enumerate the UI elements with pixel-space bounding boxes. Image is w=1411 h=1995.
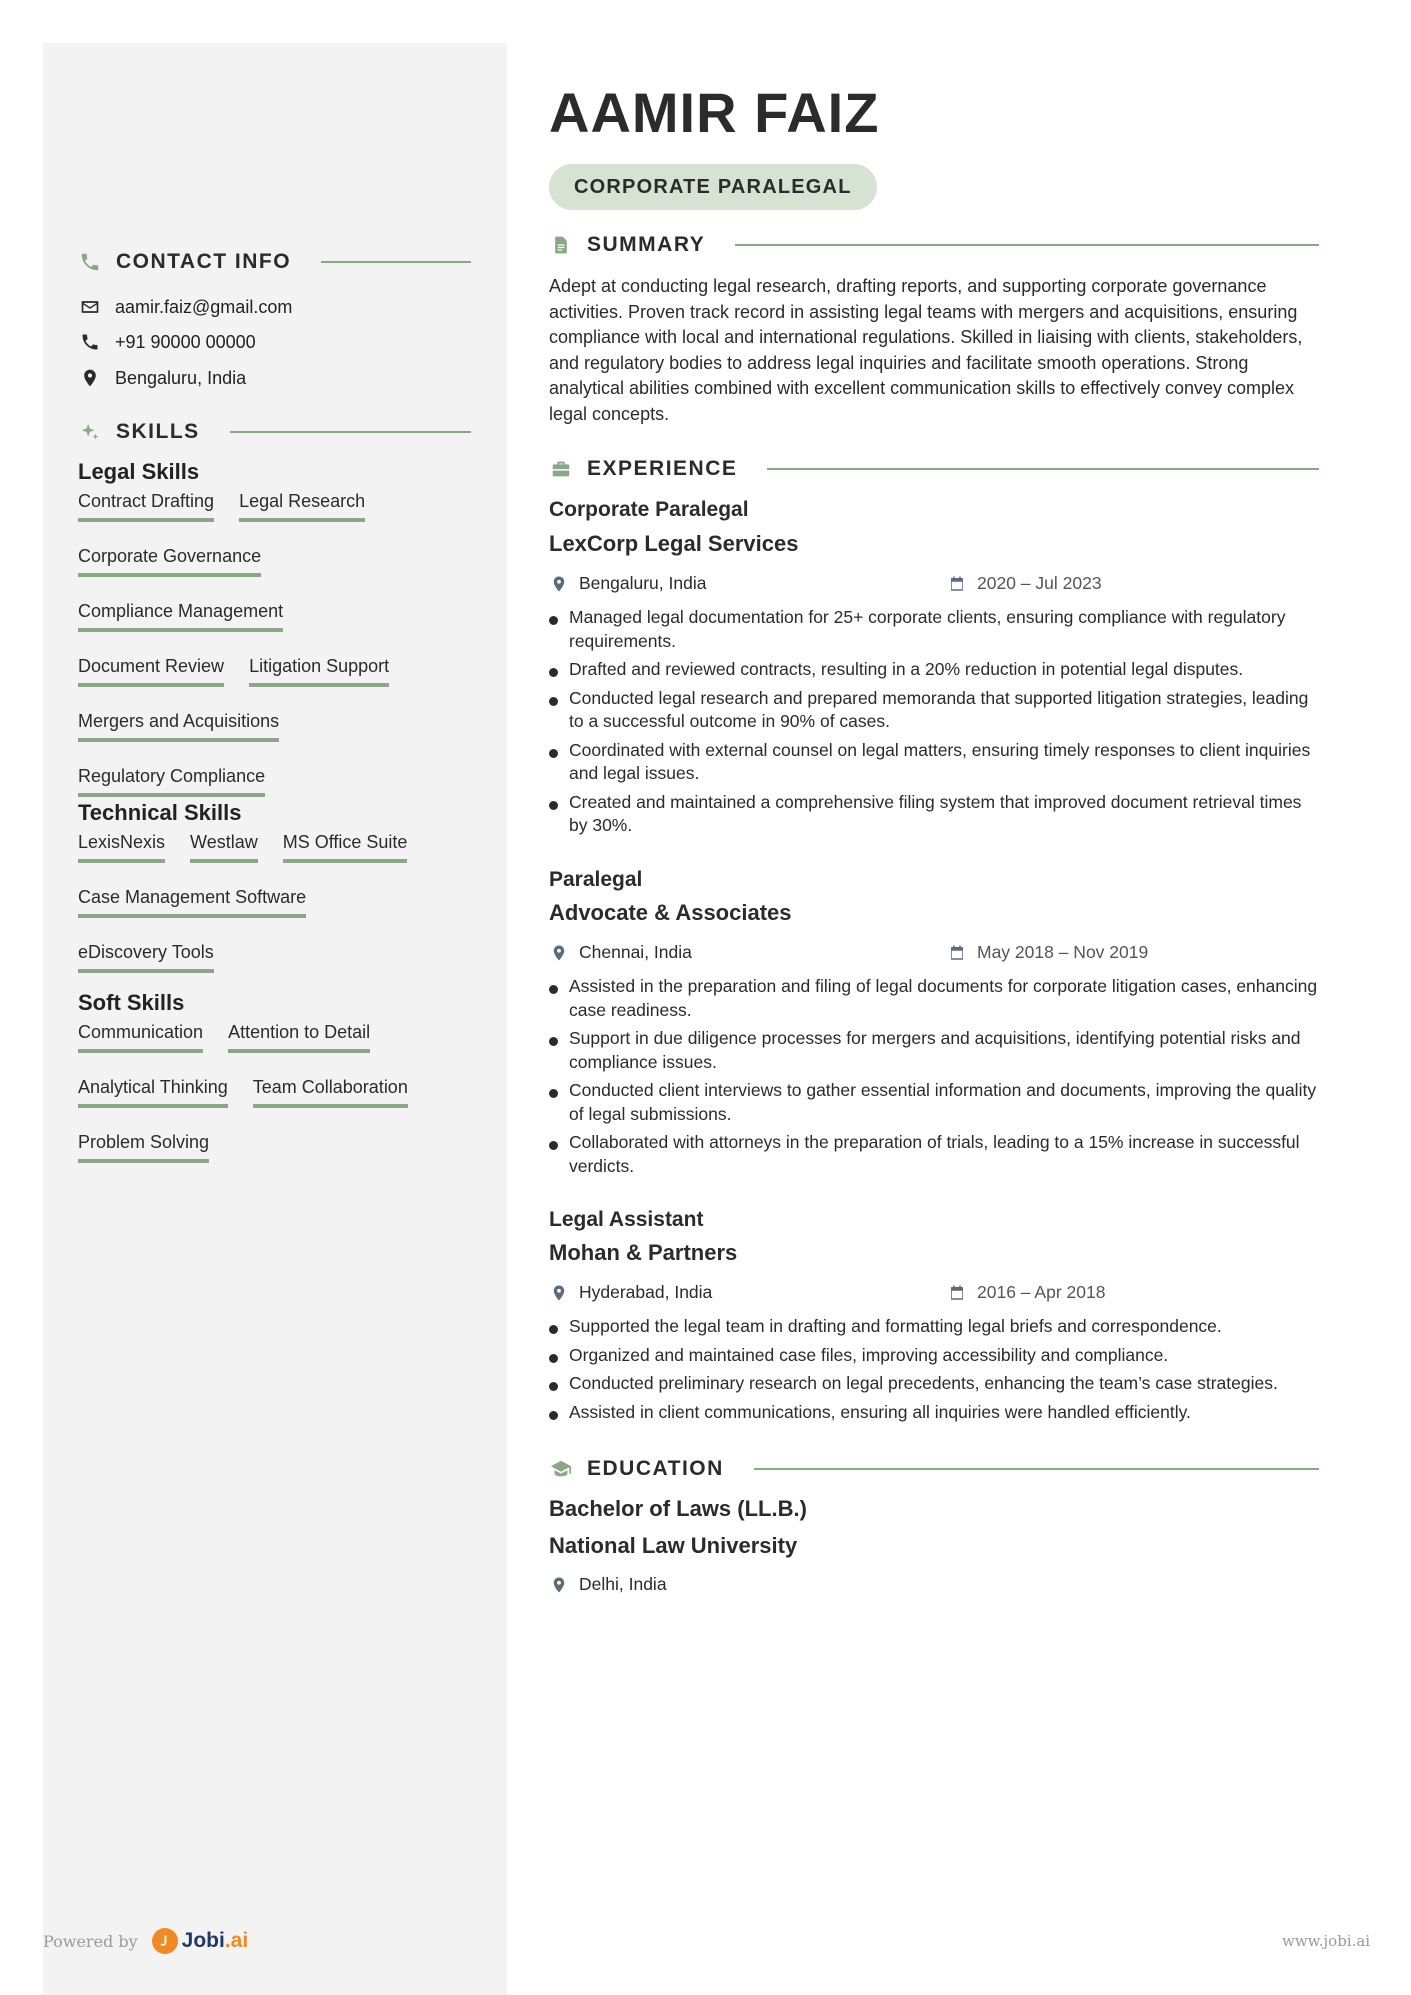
skill-row bbox=[78, 601, 478, 632]
education-heading bbox=[549, 1457, 1319, 1481]
sparkle-icon bbox=[78, 420, 102, 444]
company-name: Advocate & Associates bbox=[549, 900, 792, 925]
summary-heading bbox=[549, 233, 1319, 257]
skill-tag: Mergers and Acquisitions bbox=[78, 711, 279, 742]
list-item: Conducted client interviews to gather essential information and documents, improving the quality of legal submissions. bbox=[549, 1079, 1319, 1126]
calendar-icon bbox=[947, 1283, 967, 1303]
section-divider bbox=[230, 431, 471, 433]
jobi-logo-icon bbox=[152, 1928, 178, 1954]
skill-category: Technical Skills bbox=[78, 800, 242, 825]
contact-info-heading bbox=[78, 250, 471, 274]
list-item: Coordinated with external counsel on legal matters, ensuring timely responses to client inquiries and legal issues. bbox=[549, 739, 1319, 786]
degree-name: Bachelor of Laws (LL.B.) bbox=[549, 1496, 807, 1521]
skill-category: Legal Skills bbox=[78, 459, 200, 484]
document-icon bbox=[549, 233, 573, 257]
location-pin-icon bbox=[549, 1575, 569, 1595]
list-item: Organized and maintained case files, improving accessibility and compliance. bbox=[549, 1344, 1319, 1368]
contact-info-title: CONTACT INFO bbox=[116, 250, 292, 273]
role-text: CORPORATE PARALEGAL bbox=[574, 175, 852, 198]
list-item: Managed legal documentation for 25+ corporate clients, ensuring compliance with regulatory requirements. bbox=[549, 606, 1319, 653]
experience-title: EXPERIENCE bbox=[587, 457, 738, 480]
job-location bbox=[549, 942, 692, 963]
powered-by-label: Powered by bbox=[43, 1931, 138, 1951]
skill-tag: Contract Drafting bbox=[78, 491, 214, 522]
skill-tag: Communication bbox=[78, 1022, 203, 1053]
contact-email bbox=[79, 296, 479, 318]
job-dates bbox=[947, 573, 1102, 594]
email-text: aamir.faiz@gmail.com bbox=[115, 296, 293, 317]
section-divider bbox=[735, 244, 1319, 246]
school-location bbox=[549, 1574, 667, 1595]
contact-location bbox=[79, 367, 479, 389]
skill-tag: Team Collaboration bbox=[253, 1077, 408, 1108]
skill-tag: Case Management Software bbox=[78, 887, 306, 918]
contact-phone bbox=[79, 331, 479, 353]
candidate-name: AAMIR FAIZ bbox=[549, 81, 880, 144]
skills-heading bbox=[78, 420, 471, 444]
graduation-cap-icon bbox=[549, 1457, 573, 1481]
skill-row bbox=[78, 711, 478, 742]
skill-row bbox=[78, 1077, 478, 1108]
location-text: Bengaluru, India bbox=[115, 367, 247, 388]
dates-text: 2016 – Apr 2018 bbox=[977, 1282, 1106, 1302]
job-title: Legal Assistant bbox=[549, 1208, 704, 1231]
section-divider bbox=[754, 1468, 1319, 1470]
skill-row bbox=[78, 1132, 478, 1163]
list-item: Drafted and reviewed contracts, resulting in a 20% reduction in potential legal disputes. bbox=[549, 658, 1319, 682]
company-name: Mohan & Partners bbox=[549, 1240, 738, 1265]
list-item: Created and maintained a comprehensive filing system that improved document retrieval times by 30%. bbox=[549, 791, 1319, 838]
skill-row bbox=[78, 887, 478, 918]
skill-group-soft bbox=[78, 990, 478, 1187]
brand-name[interactable] bbox=[182, 1929, 249, 1953]
email-icon bbox=[79, 296, 101, 318]
school-name: National Law University bbox=[549, 1533, 798, 1558]
skill-row bbox=[78, 766, 478, 797]
location-text: Hyderabad, India bbox=[579, 1282, 713, 1302]
job-dates bbox=[947, 1282, 1105, 1303]
job-bullets bbox=[549, 1315, 1319, 1429]
skill-row bbox=[78, 832, 478, 863]
location-text: Chennai, India bbox=[579, 942, 692, 962]
location-text: Bengaluru, India bbox=[579, 573, 707, 593]
job-location bbox=[549, 573, 706, 594]
site-link[interactable]: www.jobi.ai bbox=[1282, 1932, 1371, 1950]
list-item: Support in due diligence processes for mergers and acquisitions, identifying potential risks and compliance issues. bbox=[549, 1027, 1319, 1074]
job-location bbox=[549, 1282, 712, 1303]
section-divider bbox=[321, 261, 471, 263]
education-title: EDUCATION bbox=[587, 1457, 724, 1480]
skill-category: Soft Skills bbox=[78, 990, 185, 1015]
location-pin-icon bbox=[549, 574, 569, 594]
phone-icon bbox=[79, 331, 101, 353]
experience-heading bbox=[549, 457, 1319, 481]
job-bullets bbox=[549, 606, 1319, 843]
list-item: Conducted legal research and prepared memoranda that supported litigation strategies, leading to a successful outcome in 90% of cases. bbox=[549, 687, 1319, 734]
list-item: Supported the legal team in drafting and formatting legal briefs and correspondence. bbox=[549, 1315, 1319, 1339]
dates-text: May 2018 – Nov 2019 bbox=[977, 942, 1149, 962]
calendar-icon bbox=[947, 943, 967, 963]
summary-text: Adept at conducting legal research, drafting reports, and supporting corporate governance activities. Proven track record in assisting legal teams with mergers and acquisitions, ensuring compliance with local and international regulations. Skilled in liaising with clients, stakeholders, and regulatory bodies to address legal inquiries and facilitate smooth operations. Strong analytical abilities combined with excellent communication skills to effectively convey complex legal concepts. bbox=[549, 276, 1303, 424]
role-badge bbox=[549, 164, 877, 210]
skill-tag: Regulatory Compliance bbox=[78, 766, 265, 797]
skill-row bbox=[78, 942, 478, 973]
phone-icon bbox=[78, 250, 102, 274]
skill-tag: Corporate Governance bbox=[78, 546, 261, 577]
skill-tag: Document Review bbox=[78, 656, 224, 687]
skill-row bbox=[78, 546, 478, 577]
skill-row bbox=[78, 656, 478, 687]
list-item: Assisted in the preparation and filing of legal documents for corporate litigation cases, enhancing case readiness. bbox=[549, 975, 1319, 1022]
location-pin-icon bbox=[549, 1283, 569, 1303]
brand-suffix: .ai bbox=[224, 1929, 249, 1952]
dates-text: 2020 – Jul 2023 bbox=[977, 573, 1102, 593]
briefcase-icon bbox=[549, 457, 573, 481]
calendar-icon bbox=[947, 574, 967, 594]
summary-title: SUMMARY bbox=[587, 233, 706, 256]
skill-tag: Compliance Management bbox=[78, 601, 283, 632]
skill-tag: Legal Research bbox=[239, 491, 365, 522]
location-pin-icon bbox=[79, 367, 101, 389]
job-title: Corporate Paralegal bbox=[549, 498, 749, 521]
location-pin-icon bbox=[549, 943, 569, 963]
skill-tag: Attention to Detail bbox=[228, 1022, 370, 1053]
skills-title: SKILLS bbox=[116, 420, 200, 443]
skill-row bbox=[78, 491, 478, 522]
skill-tag: Problem Solving bbox=[78, 1132, 209, 1163]
list-item: Conducted preliminary research on legal precedents, enhancing the team’s case strategies. bbox=[549, 1372, 1319, 1396]
skill-tag: Analytical Thinking bbox=[78, 1077, 228, 1108]
list-item: Collaborated with attorneys in the preparation of trials, leading to a 15% increase in successful verdicts. bbox=[549, 1131, 1319, 1178]
section-divider bbox=[767, 468, 1319, 470]
company-name: LexCorp Legal Services bbox=[549, 531, 799, 556]
job-bullets bbox=[549, 975, 1319, 1183]
skill-group-technical bbox=[78, 800, 478, 997]
skill-tag: Westlaw bbox=[190, 832, 258, 863]
phone-text: +91 90000 00000 bbox=[115, 331, 256, 352]
powered-by bbox=[43, 1928, 248, 1954]
skill-group-legal bbox=[78, 459, 478, 821]
job-dates bbox=[947, 942, 1148, 963]
skill-tag: eDiscovery Tools bbox=[78, 942, 214, 973]
skill-tag: MS Office Suite bbox=[283, 832, 408, 863]
skill-row bbox=[78, 1022, 478, 1053]
location-text: Delhi, India bbox=[579, 1574, 667, 1594]
brand-text: Jobi bbox=[181, 1929, 225, 1952]
skill-tag: LexisNexis bbox=[78, 832, 165, 863]
job-title: Paralegal bbox=[549, 868, 643, 891]
skill-tag: Litigation Support bbox=[249, 656, 389, 687]
list-item: Assisted in client communications, ensuring all inquiries were handled efficiently. bbox=[549, 1401, 1319, 1425]
